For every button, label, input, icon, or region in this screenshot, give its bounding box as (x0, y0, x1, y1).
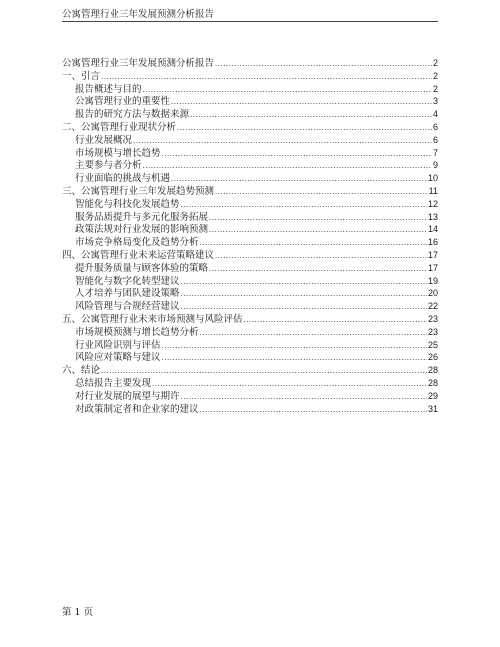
toc-leader-dots (181, 289, 427, 300)
toc-entry-title: 市场竞争格局变化及趋势分析 (75, 237, 199, 249)
toc-entry-title: 行业发展概况 (75, 134, 133, 146)
toc-leader-dots (133, 136, 432, 147)
toc-entry-page: 6 (432, 122, 438, 132)
toc-leader-dots (162, 149, 432, 160)
toc-entry-section[interactable] (62, 365, 438, 377)
toc-entry-page: 10 (427, 173, 438, 184)
toc-entry-title: 报告概述与目的 (75, 83, 142, 95)
toc-entry-title: 政策法规对行业发展的影响预测 (75, 224, 209, 236)
toc-leader-dots (152, 379, 427, 390)
toc-entry-subsection[interactable] (75, 404, 438, 416)
toc-entry-title: 五、公寓管理行业未来市场预测与风险评估 (62, 314, 243, 325)
toc-leader-dots (215, 251, 427, 262)
toc-leader-dots (181, 277, 427, 288)
toc-entry-title: 人才培养与团队建设策略 (75, 288, 180, 300)
toc-entry-page: 31 (427, 403, 438, 414)
toc-entry-subsection[interactable] (75, 340, 438, 352)
toc-entry-subsection[interactable] (75, 276, 438, 288)
toc-leader-dots (209, 225, 427, 236)
toc-entry-page: 17 (427, 250, 438, 260)
toc-leader-dots (181, 200, 427, 211)
toc-entry-page: 28 (427, 365, 438, 376)
header-divider (62, 21, 438, 22)
toc-entry-title: 二、公寓管理行业现状分析 (62, 122, 177, 133)
toc-entry-page: 14 (427, 224, 438, 235)
toc-entry-title: 行业面临的挑战与机遇 (75, 173, 171, 185)
toc-entry-page: 16 (427, 237, 438, 248)
toc-entry-title: 四、公寓管理行业未来运营策略建议 (62, 250, 215, 261)
toc-entry-page: 7 (432, 147, 438, 158)
toc-entry-title: 对行业发展的展望与期许 (75, 390, 180, 402)
toc-entry-section[interactable] (62, 122, 438, 134)
toc-entry-title: 市场规模与增长趋势 (75, 147, 161, 159)
toc-entry-page: 20 (427, 288, 438, 299)
toc-entry-subsection[interactable] (75, 327, 438, 339)
toc-leader-dots (177, 123, 432, 134)
toc-entry-title: 公寓管理行业的重要性 (75, 96, 171, 108)
toc-leader-dots (209, 213, 427, 224)
toc-entry-subsection[interactable] (75, 173, 438, 185)
page-number: 第 1 页 (62, 607, 94, 618)
toc-entry-page: 2 (432, 70, 438, 81)
toc-entry-subsection[interactable] (75, 160, 438, 172)
toc-entry-title: 报告的研究方法与数据来源 (75, 109, 190, 121)
toc-entry-page: 6 (432, 134, 438, 145)
toc-entry-page: 26 (427, 352, 438, 363)
toc-entry-page: 25 (427, 339, 438, 350)
toc-entry-title: 服务品质提升与多元化服务拓展 (75, 211, 209, 223)
toc-entry-subsection[interactable] (75, 109, 438, 121)
toc-entry-page: 4 (432, 109, 438, 120)
toc-leader-dots (200, 238, 427, 249)
toc-leader-dots (181, 392, 427, 403)
toc-leader-dots (101, 366, 427, 377)
toc-entry-title: 三、公寓管理行业三年发展趋势预测 (62, 186, 215, 197)
toc-entry-page: 11 (428, 186, 438, 196)
page-header-title: 公寓管理行业三年发展预测分析报告 (62, 9, 215, 20)
toc-entry-title: 公寓管理行业三年发展预测分析报告 (62, 58, 215, 69)
toc-entry-subsection[interactable] (75, 96, 438, 108)
toc-entry-subsection[interactable] (75, 212, 438, 224)
toc-entry-title: 智能化与数字化转型建议 (75, 275, 180, 287)
toc-entry-page: 23 (427, 314, 438, 324)
toc-leader-dots (171, 97, 432, 108)
toc-leader-dots (215, 59, 432, 70)
toc-entry-section[interactable] (62, 58, 438, 70)
toc-entry-subsection[interactable] (75, 148, 438, 160)
toc-entry-page: 22 (427, 301, 438, 312)
toc-entry-title: 风险管理与合规经营建议 (75, 301, 180, 313)
toc-entry-subsection[interactable] (75, 237, 438, 249)
toc-leader-dots (162, 341, 427, 352)
toc-entry-section[interactable] (62, 71, 438, 83)
toc-entry-subsection[interactable] (75, 263, 438, 275)
toc-entry-title: 六、结论 (62, 365, 101, 377)
toc-entry-title: 一、引言 (62, 70, 101, 82)
toc-entry-subsection[interactable] (75, 135, 438, 147)
toc-leader-dots (200, 405, 427, 416)
toc-entry-title: 总结报告主要发现 (75, 378, 152, 389)
toc-leader-dots (181, 302, 427, 313)
toc-entry-title: 提升服务质量与顾客体验的策略 (75, 262, 209, 274)
toc-entry-subsection[interactable] (75, 199, 438, 211)
toc-entry-page: 12 (427, 198, 438, 209)
toc-entry-section[interactable] (62, 250, 438, 262)
toc-leader-dots (215, 187, 428, 198)
toc-entry-page: 29 (427, 390, 438, 401)
toc-leader-dots (209, 264, 427, 275)
toc-leader-dots (171, 174, 427, 185)
toc-entry-subsection[interactable] (75, 224, 438, 236)
toc-entry-title: 智能化与科技化发展趋势 (75, 198, 180, 210)
toc-entry-subsection[interactable] (75, 301, 438, 313)
toc-leader-dots (244, 315, 427, 326)
toc-leader-dots (200, 328, 427, 339)
toc-entry-page: 13 (427, 211, 438, 222)
toc-entry-subsection[interactable] (75, 84, 438, 96)
toc-leader-dots (162, 353, 427, 364)
toc-entry-title: 行业风险识别与评估 (75, 339, 161, 351)
toc-entry-page: 17 (427, 262, 438, 273)
toc-entry-title: 对政策制定者和企业家的建议 (75, 403, 199, 415)
toc-entry-page: 9 (432, 160, 438, 171)
toc-leader-dots (143, 85, 432, 96)
toc-entry-subsection[interactable] (75, 391, 438, 403)
toc-entry-page: 2 (432, 58, 438, 68)
toc-entry-title: 风险应对策略与建议 (75, 352, 161, 364)
toc-entry-subsection[interactable] (75, 352, 438, 364)
toc-entry-section[interactable] (62, 186, 438, 198)
toc-entry-page: 3 (432, 96, 438, 107)
toc-entry-title: 市场规模预测与增长趋势分析 (75, 326, 199, 338)
toc-leader-dots (101, 72, 432, 83)
toc-leader-dots (143, 161, 432, 172)
toc-entry-page: 2 (432, 83, 438, 94)
toc-entry-subsection[interactable] (75, 378, 438, 390)
toc-entry-page: 19 (427, 275, 438, 286)
toc-entry-title: 主要参与者分析 (75, 160, 142, 172)
toc-entry-page: 28 (427, 378, 438, 388)
toc-entry-page: 23 (427, 326, 438, 337)
toc-entry-subsection[interactable] (75, 288, 438, 300)
toc-leader-dots (190, 110, 432, 121)
toc-entry-section[interactable] (62, 314, 438, 326)
